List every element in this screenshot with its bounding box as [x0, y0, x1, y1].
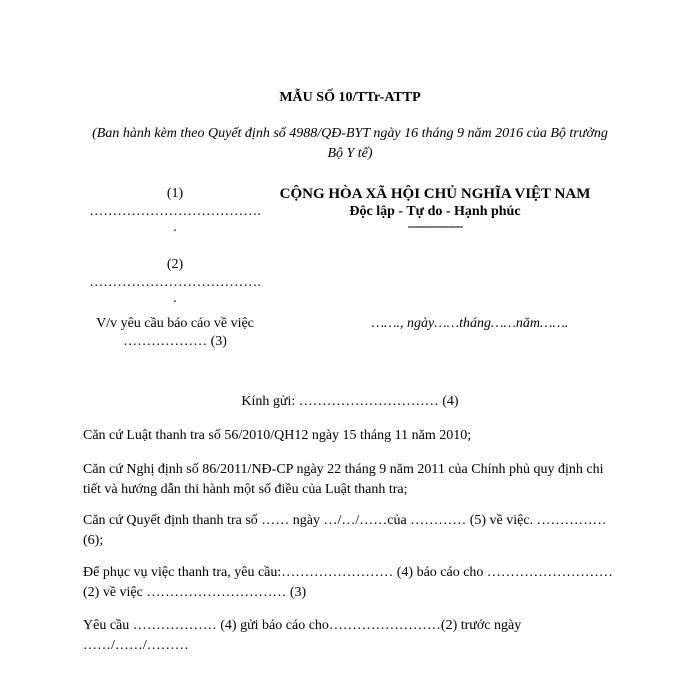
date-line: ……., ngày……tháng……năm…….	[371, 316, 569, 331]
paragraph-deadline: Yêu cầu ……………… (4) gửi báo cáo cho……………………(2) trước ngày ……/……/………	[83, 618, 522, 654]
org1-label: (1)	[166, 186, 184, 201]
org1-dot: .	[173, 220, 177, 235]
paragraph-legal-basis-1: Căn cứ Luật thanh tra số 56/2010/QH12 ngày 15 tháng 11 năm 2010;	[83, 428, 472, 443]
paragraph-legal-basis-2: Căn cứ Nghị định số 86/2011/NĐ-CP ngày 22 tháng 9 năm 2011 của Chính phủ quy định chi tiết và hướng dẫn thi hành một số điều của Luật thanh tra;	[83, 462, 604, 498]
subject-line-1: V/v yêu cầu báo cáo về việc	[96, 316, 254, 331]
org2-label: (2)	[166, 257, 184, 272]
org2-dots: ……………………………….	[89, 275, 261, 290]
org1-dots: ……………………………….	[89, 204, 261, 219]
paragraph-legal-basis-3: Căn cứ Quyết định thanh tra số …… ngày …/…/……của ………… (5) về việc. …………… (6);	[83, 513, 607, 549]
motto-underline: ---------------	[407, 219, 463, 234]
national-motto: Độc lập - Tự do - Hạnh phúc	[349, 204, 521, 219]
org2-dot: .	[173, 291, 177, 306]
national-title: CỘNG HÒA XÃ HỘI CHỦ NGHĨA VIỆT NAM	[279, 186, 591, 202]
form-subtitle: (Ban hành kèm theo Quyết định số 4988/QĐ-BYT ngày 16 tháng 9 năm 2016 của Bộ trưởng Bộ Y tế)	[92, 126, 608, 162]
subject-line-2: ……………… (3)	[123, 334, 227, 349]
recipient-line: Kính gửi: ………………………… (4)	[241, 394, 459, 409]
paragraph-request: Để phục vụ việc thanh tra, yêu cầu:…………………… (4) báo cáo cho ……………………… (2) về việc ………………………… (3)	[83, 565, 613, 601]
form-title: MẪU SỐ 10/TTr-ATTP	[279, 90, 421, 105]
